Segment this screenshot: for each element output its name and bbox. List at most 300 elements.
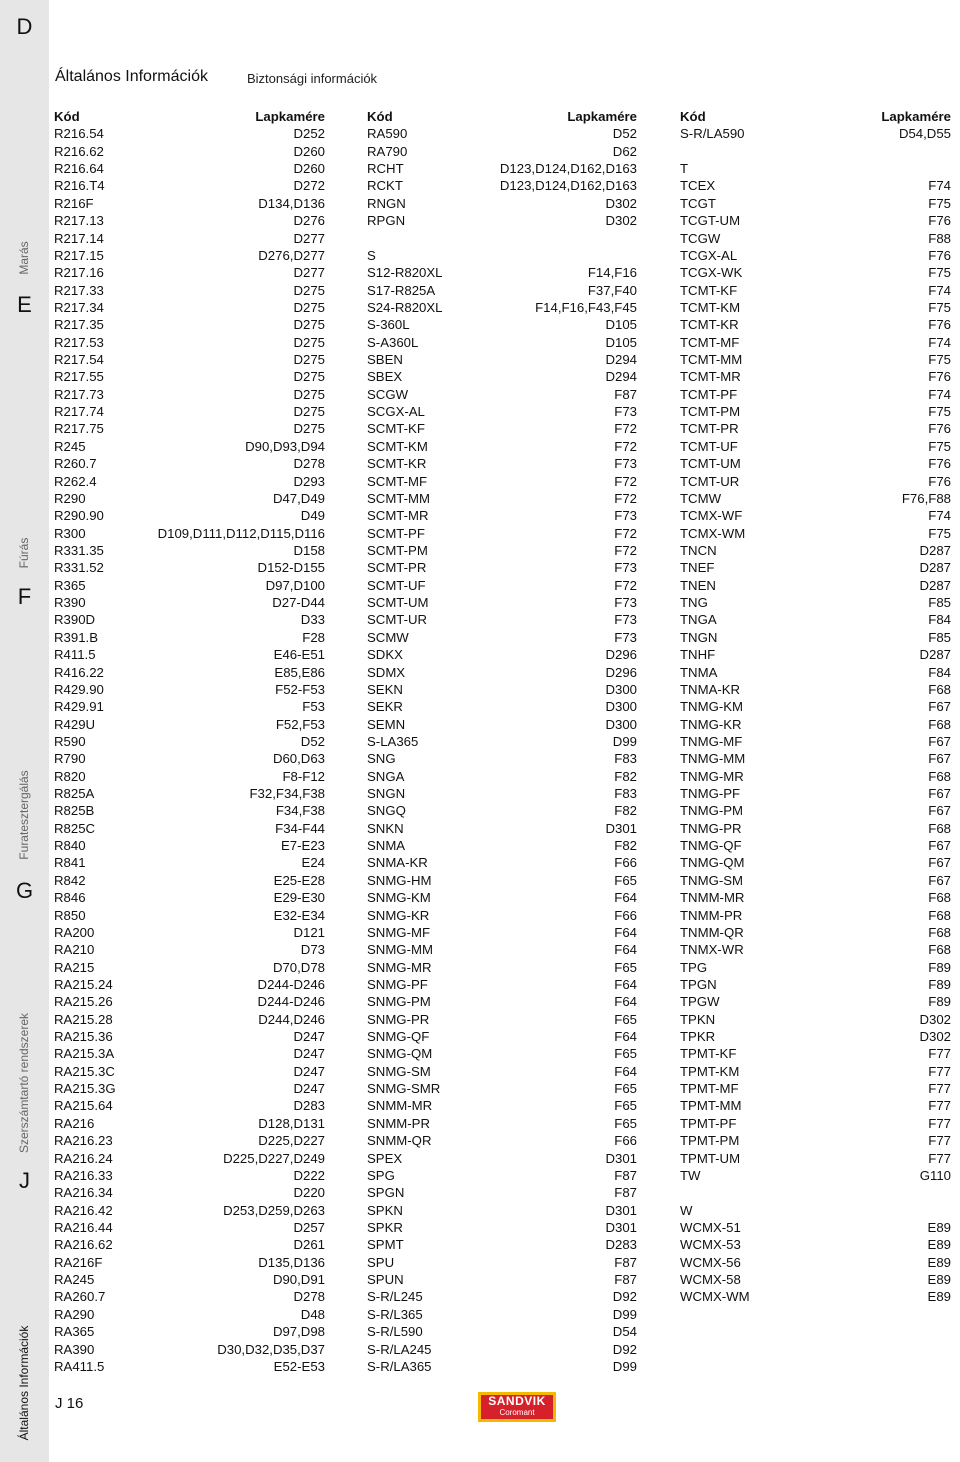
code-cell: SNMG-SMR	[367, 1081, 441, 1097]
page-ref-cell: F77	[928, 1081, 951, 1097]
table-row	[367, 403, 637, 420]
page-ref-cell: F74	[928, 386, 951, 402]
page-ref-cell: D283	[293, 1098, 325, 1114]
page-ref-cell: F77	[928, 1115, 951, 1131]
code-cell: SNMA	[367, 838, 406, 854]
page-ref-cell: E52-E53	[273, 1358, 325, 1374]
page-ref-cell: E89	[927, 1289, 951, 1305]
page-ref-cell: F89	[928, 976, 951, 992]
page-ref-cell: F64	[614, 994, 637, 1010]
table-row	[367, 1306, 637, 1323]
table-row	[367, 681, 637, 698]
table-row	[54, 1254, 325, 1271]
code-cell: R429.91	[54, 699, 104, 715]
page-ref-cell: E29-E30	[273, 890, 325, 906]
code-cell: SNG	[367, 751, 396, 767]
page-ref-cell: D300	[605, 681, 637, 697]
code-cell: S-R/LA365	[367, 1358, 432, 1374]
table-row	[680, 802, 951, 819]
page-ref-cell: F65	[614, 1115, 637, 1131]
code-cell: TCMT-MM	[680, 352, 743, 368]
page-ref-cell: F68	[928, 768, 951, 784]
section-letter-g: G	[15, 878, 34, 903]
table-row	[367, 542, 637, 559]
table-row	[367, 993, 637, 1010]
table-row	[367, 386, 637, 403]
code-cell: SCMT-KM	[367, 438, 428, 454]
page-ref-cell: D296	[605, 664, 637, 680]
table-row	[54, 125, 325, 142]
table-row	[54, 611, 325, 628]
code-cell: SNMG-MM	[367, 942, 433, 958]
code-cell: TNEN	[680, 577, 716, 593]
table-row	[680, 889, 951, 906]
code-cell: SNMG-KR	[367, 907, 430, 923]
code-cell: RA365	[54, 1324, 95, 1340]
code-cell: R260.7	[54, 456, 97, 472]
code-cell: SPKN	[367, 1202, 403, 1218]
code-cell: R390D	[54, 612, 96, 628]
page-ref-cell: F65	[614, 872, 637, 888]
table-row	[680, 316, 951, 333]
code-cell: TNMG-KR	[680, 716, 742, 732]
logo-brand: SANDVIK	[488, 1394, 546, 1408]
table-row	[680, 438, 951, 455]
table-row	[54, 386, 325, 403]
table-row	[367, 1254, 637, 1271]
page-ref-cell: E7-E23	[281, 838, 325, 854]
code-cell: R840	[54, 838, 86, 854]
page-ref-cell: F65	[614, 1081, 637, 1097]
code-cell: RA216F	[54, 1254, 103, 1270]
table-row	[54, 299, 325, 316]
code-cell: RA215.36	[54, 1029, 113, 1045]
table-row	[367, 594, 637, 611]
code-cell: SPGN	[367, 1185, 405, 1201]
code-cell: TPKR	[680, 1029, 716, 1045]
header-code: Kód	[680, 109, 706, 124]
code-cell: TCGW	[680, 230, 721, 246]
page-ref-cell: D105	[605, 317, 637, 333]
page-ref-cell: D99	[612, 1306, 637, 1322]
code-cell: TNMG-KM	[680, 699, 743, 715]
code-cell: SNMG-QM	[367, 1046, 433, 1062]
table-row	[680, 768, 951, 785]
page-ref-cell: F67	[928, 855, 951, 871]
table-row	[680, 750, 951, 767]
page-ref-cell: D47,D49	[272, 490, 325, 506]
table-row	[54, 1219, 325, 1236]
table-row	[54, 438, 325, 455]
code-cell: SNMG-MR	[367, 959, 432, 975]
table-row	[54, 993, 325, 1010]
code-cell: RA260.7	[54, 1289, 106, 1305]
code-cell: TNMX-WR	[680, 942, 744, 958]
code-cell: RA215.64	[54, 1098, 113, 1114]
code-cell: S-A360L	[367, 334, 419, 350]
table-row	[680, 854, 951, 871]
page-ref-cell: D70,D78	[272, 959, 325, 975]
code-cell: TNMM-MR	[680, 890, 745, 906]
page-ref-cell: F73	[614, 612, 637, 628]
table-row	[680, 1028, 951, 1045]
table-row	[367, 1080, 637, 1097]
code-cell: SCMT-PR	[367, 560, 427, 576]
page-ref-cell: D301	[605, 1202, 637, 1218]
table-row	[680, 1288, 951, 1305]
table-row	[680, 334, 951, 351]
code-cell: R216.62	[54, 143, 104, 159]
page-ref-cell: D300	[605, 716, 637, 732]
code-cell: S12-R820XL	[367, 265, 443, 281]
table-row	[54, 1167, 325, 1184]
table-row	[367, 1150, 637, 1167]
page-ref-cell: D220	[293, 1185, 325, 1201]
page-ref-cell: D276,D277	[258, 247, 325, 263]
table-row	[54, 1080, 325, 1097]
code-cell: SNGQ	[367, 803, 406, 819]
page-ref-cell: D275	[293, 421, 325, 437]
table-row	[54, 282, 325, 299]
page-ref-cell: F89	[928, 959, 951, 975]
page-ref-cell: D123,D124,D162,D163	[499, 161, 637, 177]
code-cell: R217.14	[54, 230, 104, 246]
code-cell: SCMT-MR	[367, 508, 429, 524]
code-cell: R217.15	[54, 247, 104, 263]
table-row	[680, 420, 951, 437]
table-row	[367, 195, 637, 212]
page-ref-cell: D90,D93,D94	[245, 438, 325, 454]
page-ref-cell: F75	[928, 352, 951, 368]
table-row	[54, 143, 325, 160]
code-cell: RA590	[367, 126, 408, 142]
page-ref-cell: F87	[614, 1167, 637, 1183]
code-cell: RA215.3C	[54, 1063, 115, 1079]
page-ref-cell: E89	[927, 1220, 951, 1235]
header-page: Lapkamére	[255, 109, 325, 124]
page-ref-cell: D275	[293, 299, 325, 315]
page-ref-cell: D52	[300, 733, 325, 749]
code-cell: R217.75	[54, 421, 104, 437]
page-ref-cell: D293	[293, 473, 325, 489]
page-ref-cell: F76	[928, 473, 951, 489]
code-cell: R411.5	[54, 647, 96, 663]
page-ref-cell: F82	[614, 838, 637, 854]
code-cell: SEKN	[367, 681, 403, 697]
table-row	[680, 282, 951, 299]
table-row	[680, 1132, 951, 1149]
table-row	[54, 959, 325, 976]
page-ref-cell: D296	[605, 647, 637, 663]
code-cell: R590	[54, 733, 86, 749]
sandvik-coromant-logo	[478, 1392, 556, 1422]
table-row	[54, 941, 325, 958]
page-ref-cell: D244-D246	[257, 976, 325, 992]
code-cell: TCMW	[680, 490, 722, 506]
table-row	[367, 1341, 637, 1358]
code-cell: R245	[54, 438, 86, 454]
page-ref-cell: D275	[293, 282, 325, 298]
code-cell: RA790	[367, 143, 408, 159]
table-row	[54, 403, 325, 420]
page-ref-cell: F73	[614, 560, 637, 576]
code-cell: SCMT-PF	[367, 525, 425, 541]
code-cell: TPGW	[680, 994, 720, 1010]
page-ref-cell: D252	[293, 126, 325, 142]
table-row	[680, 1254, 951, 1271]
table-row	[367, 959, 637, 976]
page-ref-cell: F87	[614, 386, 637, 402]
table-row	[367, 507, 637, 524]
code-cell: TPMT-KM	[680, 1063, 740, 1079]
code-cell: TCMT-KF	[680, 282, 738, 298]
code-cell: R825C	[54, 820, 96, 836]
code-cell: S	[367, 247, 376, 263]
page-ref-cell: D109,D111,D112,D115,D116	[157, 525, 325, 541]
table-row	[367, 889, 637, 906]
table-row	[54, 1184, 325, 1201]
table-row	[367, 559, 637, 576]
page-ref-cell: D128,D131	[258, 1115, 325, 1131]
table-row	[680, 542, 951, 559]
code-cell: TCMX-WM	[680, 525, 746, 541]
table-row	[680, 455, 951, 472]
page-ref-cell: D260	[293, 161, 325, 177]
code-cell: TPG	[680, 959, 708, 975]
table-row	[54, 1045, 325, 1062]
page-ref-cell: D48	[300, 1306, 325, 1322]
table-row	[680, 386, 951, 403]
table-row	[54, 1271, 325, 1288]
code-cell: R850	[54, 907, 86, 923]
table-row	[367, 299, 637, 316]
table-row	[54, 195, 325, 212]
table-row	[367, 1358, 637, 1375]
page-ref-cell: F74	[928, 282, 951, 298]
code-cell: R846	[54, 890, 86, 906]
page-ref-cell: F74	[928, 508, 951, 524]
table-row	[680, 125, 951, 142]
code-cell: WCMX-58	[680, 1272, 741, 1288]
page-ref-cell: D275	[293, 404, 325, 420]
table-row	[680, 403, 951, 420]
page-ref-cell: F68	[928, 907, 951, 923]
table-row	[367, 438, 637, 455]
table-row	[54, 1236, 325, 1253]
code-cell: TPMT-MM	[680, 1098, 742, 1114]
page-ref-cell: F68	[928, 924, 951, 940]
page-ref-cell: D260	[293, 143, 325, 159]
code-cell: R217.74	[54, 404, 104, 420]
table-row	[680, 1080, 951, 1097]
code-cell: TNMA	[680, 664, 718, 680]
code-cell: TPMT-KF	[680, 1046, 737, 1062]
page-ref-cell: F67	[928, 733, 951, 749]
code-cell: SCMT-UR	[367, 612, 428, 628]
page-ref-cell: F85	[928, 629, 951, 645]
page-ref-cell: F84	[928, 664, 951, 680]
table-row	[680, 646, 951, 663]
page-subtitle: Biztonsági információk	[247, 71, 378, 86]
table-row	[54, 577, 325, 594]
table-row	[680, 177, 951, 194]
page-ref-cell: F75	[928, 299, 951, 315]
code-cell: S-LA365	[367, 733, 419, 749]
table-row	[680, 1097, 951, 1114]
page-ref-cell: D73	[300, 942, 325, 958]
code-cell: SPU	[367, 1254, 395, 1270]
table-row	[367, 924, 637, 941]
table-row	[54, 230, 325, 247]
section-letter-j: J	[19, 1168, 30, 1193]
code-cell: RA215.24	[54, 976, 113, 992]
table-row	[680, 941, 951, 958]
table-row	[54, 976, 325, 993]
code-cell: SCMT-UF	[367, 577, 426, 593]
page-ref-cell: D276	[293, 213, 325, 229]
code-cell: SNGN	[367, 786, 406, 802]
page-ref-cell: G110	[919, 1167, 951, 1183]
table-row	[367, 802, 637, 819]
table-row	[680, 264, 951, 281]
table-row	[367, 907, 637, 924]
table-row	[680, 785, 951, 802]
table-row	[680, 924, 951, 941]
page-ref-cell: F76,F88	[901, 490, 951, 506]
page-ref-cell: F64	[614, 1029, 637, 1045]
table-row	[367, 664, 637, 681]
table-row	[54, 924, 325, 941]
table-row	[680, 681, 951, 698]
page-ref-cell: D301	[605, 820, 637, 836]
page-ref-cell: F76	[928, 421, 951, 437]
code-cell: TNMG-PR	[680, 820, 742, 836]
code-cell: TNMG-MM	[680, 751, 746, 767]
section-label-boring: Furatesztergálás	[17, 770, 31, 860]
code-cell: R216.64	[54, 161, 104, 177]
code-cell: S-R/LA590	[680, 126, 745, 142]
code-cell: S-R/L365	[367, 1306, 423, 1322]
page-ref-cell: F8-F12	[282, 768, 325, 784]
table-row	[680, 1167, 951, 1184]
code-cell: WCMX-51	[680, 1220, 741, 1235]
page-title: Általános Információk	[55, 68, 208, 85]
code-cell: SNMM-MR	[367, 1098, 433, 1114]
code-cell: S24-R820XL	[367, 299, 443, 315]
table-row	[680, 716, 951, 733]
code-cell: R790	[54, 751, 86, 767]
table-row	[680, 1150, 951, 1167]
code-cell: R331.52	[54, 560, 104, 576]
page-ref-cell: D49	[300, 508, 325, 524]
code-cell: TCMX-WF	[680, 508, 743, 524]
header-page: Lapkamére	[567, 109, 637, 124]
code-cell: TW	[680, 1167, 701, 1183]
code-cell: TPGN	[680, 976, 717, 992]
page-ref-cell: F66	[614, 907, 637, 923]
page-ref-cell: D92	[612, 1341, 637, 1357]
code-cell: T	[680, 161, 689, 177]
page-ref-cell: E46-E51	[273, 647, 325, 663]
code-cell: TCMT-KM	[680, 299, 741, 315]
code-cell: SCGX-AL	[367, 404, 425, 420]
page-ref-cell: F65	[614, 959, 637, 975]
code-cell: SNMG-SM	[367, 1063, 431, 1079]
code-cell: RA216.62	[54, 1237, 113, 1253]
table-row	[54, 854, 325, 871]
table-row	[680, 664, 951, 681]
page-ref-cell: D60,D63	[272, 751, 325, 767]
code-cell: R217.16	[54, 265, 104, 281]
code-cell: TPMT-PF	[680, 1115, 737, 1131]
section-letter-f: F	[17, 584, 32, 609]
table-row	[367, 525, 637, 542]
page-ref-cell: D30,D32,D35,D37	[217, 1341, 325, 1357]
table-row	[680, 629, 951, 646]
code-cell: TCGT-UM	[680, 213, 741, 229]
page-ref-cell: D62	[612, 143, 637, 159]
page-ref-cell: F77	[928, 1046, 951, 1062]
code-cell: RA290	[54, 1306, 95, 1322]
table-row	[54, 1097, 325, 1114]
code-cell: TCGX-AL	[680, 247, 738, 263]
code-cell: TCMT-UM	[680, 456, 741, 472]
page-ref-cell: D301	[605, 1220, 637, 1235]
code-cell: TPMT-UM	[680, 1150, 741, 1166]
code-cell: TNEF	[680, 560, 715, 576]
code-cell: R841	[54, 855, 86, 871]
table-row	[367, 230, 637, 247]
table-row	[367, 1288, 637, 1305]
page-ref-cell: F32,F34,F38	[249, 786, 325, 802]
table-row	[680, 1219, 951, 1236]
table-row	[680, 368, 951, 385]
code-cell: SPG	[367, 1167, 395, 1183]
table-row	[54, 802, 325, 819]
table-row	[367, 872, 637, 889]
page-ref-cell: D244-D246	[257, 994, 325, 1010]
table-row	[367, 125, 637, 142]
page-ref-cell: D247	[293, 1063, 325, 1079]
page-ref-cell: D225,D227,D249	[223, 1150, 325, 1166]
table-row	[367, 420, 637, 437]
code-cell: R217.73	[54, 386, 104, 402]
code-cell: TNMG-QF	[680, 838, 742, 854]
page-ref-cell: D257	[293, 1220, 325, 1235]
table-row	[680, 733, 951, 750]
page-ref-cell: F75	[928, 195, 951, 211]
page-ref-cell: F67	[928, 786, 951, 802]
code-cell: SBEX	[367, 369, 403, 385]
page-ref-cell: D302	[919, 1029, 951, 1045]
code-cell: R416.22	[54, 664, 104, 680]
page-ref-cell: E32-E34	[273, 907, 325, 923]
code-cell: RA216.23	[54, 1133, 113, 1149]
code-cell: SCMT-KF	[367, 421, 425, 437]
code-cell: S-R/L245	[367, 1289, 423, 1305]
page-ref-cell: F68	[928, 820, 951, 836]
code-cell: R290.90	[54, 508, 104, 524]
code-cell: RA216.33	[54, 1167, 113, 1183]
code-cell: R391.B	[54, 629, 98, 645]
table-row	[367, 941, 637, 958]
table-row	[367, 1097, 637, 1114]
table-row	[54, 594, 325, 611]
code-cell: TNMG-PM	[680, 803, 743, 819]
page-ref-cell: F77	[928, 1150, 951, 1166]
table-row	[367, 768, 637, 785]
table-row	[54, 1063, 325, 1080]
